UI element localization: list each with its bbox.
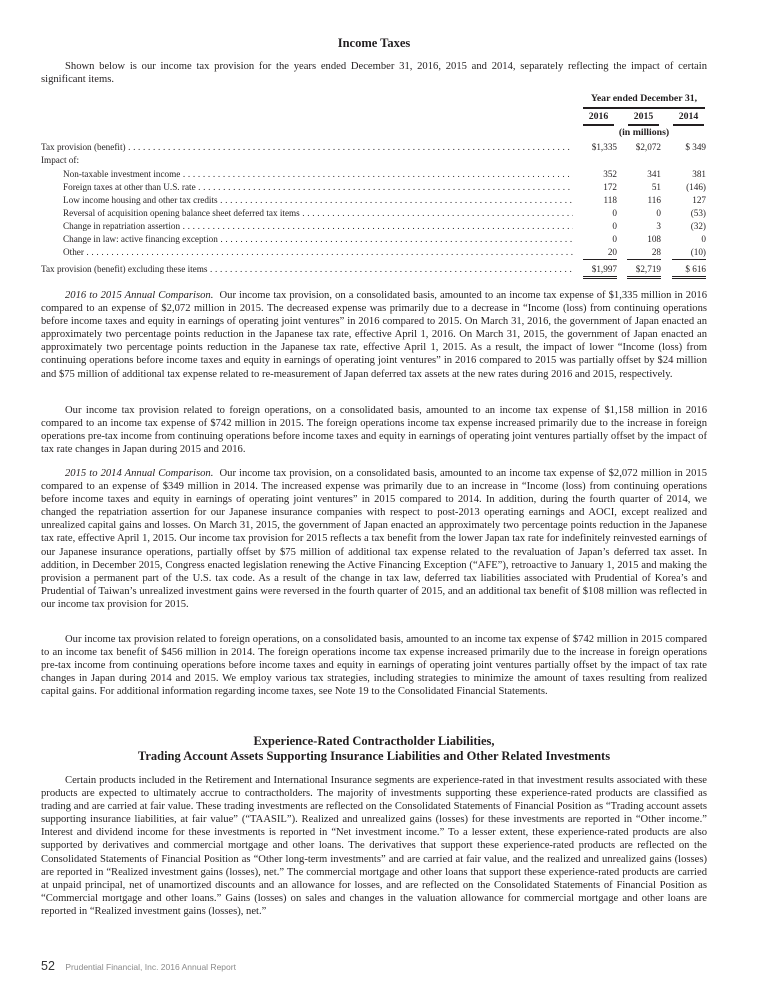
cell-2015: 0 [656, 208, 661, 218]
cell-2016: 352 [603, 169, 617, 179]
page-number: 52 [41, 959, 55, 973]
cell-2016: 20 [583, 246, 617, 260]
cell-2014: (32) [690, 221, 706, 231]
cell-2015: 108 [647, 234, 661, 244]
section-title-income-taxes: Income Taxes [337, 36, 411, 50]
cell-2015: 51 [651, 182, 661, 192]
table-header-span: Year ended December 31, [583, 93, 705, 109]
row-label: Foreign taxes at other than U.S. rate . . . [63, 181, 573, 194]
page-footer [41, 957, 236, 975]
row-label: Change in law: active financing exception . . . [63, 233, 573, 246]
cell-2014: $ 349 [685, 142, 706, 152]
row-label: Non-taxable investment income . . . [63, 168, 573, 181]
cell-2014: $ 616 [672, 263, 706, 279]
intro-paragraph: Shown below is our income tax provision for the years ended December 31, 2016, 2015 and 2014, separately reflecting the impact of certain significant items. [41, 61, 707, 86]
cell-2014: 0 [701, 234, 706, 244]
row-label: Change in repatriation assertion . . . [63, 220, 573, 233]
row-label: Tax provision (benefit) excluding these items . . . [41, 263, 573, 276]
section-title-experience-rated-line1: Experience-Rated Contractholder Liabilities, [253, 734, 495, 748]
report-name: Prudential Financial, Inc. 2016 Annual Report [65, 962, 236, 972]
cell-2014: (53) [690, 208, 706, 218]
cell-2014: (146) [686, 182, 706, 192]
table-row [41, 181, 707, 194]
row-label: Other . . . [63, 246, 573, 259]
table-row [41, 233, 707, 246]
paragraph-lead: 2015 to 2014 Annual Comparison. [65, 468, 214, 479]
cell-2016: $1,335 [591, 142, 617, 152]
cell-2016: 0 [612, 208, 617, 218]
paragraph-experience-rated: Certain products included in the Retirement and International Insurance segments are experience-rated in that investment results associated with these products are expected to ultimately accrue to contractholders. The majority of investments supporting these experience-rated products are classified as trading and are carried at fair value. These trading investments are reflected on the Consolidated Statements of Financial Position as “Trading account assets supporting insurance liabilities, at fair value” (“TAASIL”). Realized and unrealized gains (losses) for these investments are reported in “Other income.” Interest and dividend income for these investments is reported in “Net investment income.” To a lesser extent, these experience-rated products are also supported by derivatives and commercial mortgage and other loans. The derivatives that support these experience-rated products are reflected on the Consolidated Statements of Financial Position as “Other long-term investments” and are carried at fair value, and the realized and unrealized gains (losses) are reported in “Realized investment gains (losses), net.” The commercial mortgage and other loans that support these experience-rated products are carried at unpaid principal, net of unamortized discounts and an allowance for losses, and are reflected on the Consolidated Statements of Financial Position as “Commercial mortgage and other loans.” Gains (losses) on sales and changes in the valuation allowance for commercial mortgage and other loans are reported in “Realized investment gains (losses), net.” [41, 775, 707, 917]
table-row [41, 246, 707, 259]
row-label: Tax provision (benefit) . . . [41, 141, 573, 154]
table-row [41, 168, 707, 181]
cell-2014: 381 [692, 169, 706, 179]
cell-2015: 28 [627, 246, 661, 260]
cell-2016: 0 [612, 221, 617, 231]
column-header-2016: 2016 [583, 111, 614, 126]
table-row [41, 154, 707, 167]
row-label: Reversal of acquisition opening balance sheet deferred tax items . . . [63, 207, 573, 220]
cell-2016: 0 [612, 234, 617, 244]
section-title-experience-rated-line2: Trading Account Assets Supporting Insurance Liabilities and Other Related Investments [137, 749, 611, 763]
paragraph-foreign-ops-2016: Our income tax provision related to foreign operations, on a consolidated basis, amounted to an income tax expense of $1,158 million in 2016 compared to an income tax expense of $742 million in 2015. The foreign operations income tax expense increased primarily due to the increase in foreign operations pre-tax income from continuing operations before income taxes and equity in earnings of operating joint ventures partially offset by the impact of tax rate changes in Japan during 2015 and 2016. [41, 405, 707, 456]
row-label: Low income housing and other tax credits . . . [63, 194, 573, 207]
cell-2015: $2,719 [627, 263, 661, 279]
table-row [41, 141, 707, 154]
cell-2016: 118 [603, 195, 617, 205]
cell-2016: 172 [603, 182, 617, 192]
cell-2015: $2,072 [635, 142, 661, 152]
cell-2014: 127 [692, 195, 706, 205]
table-row [41, 194, 707, 207]
paragraph-body: Our income tax provision, on a consolidated basis, amounted to an income tax expense of $2,072 million in 2015 compared to an expense of $349 million in 2014. The increased expense was primarily due to an increase in “Income (loss) from continuing operations before income taxes and equity in earnings of operating joint ventures” in 2015 compared to 2014. In addition, during the fourth quarter of 2014, we changed the repatriation assertion for our Japanese insurance companies with respect to post-2013 operating earnings and AOCI, except realized and unrealized capital gains and losses. On March 31, 2015, the government of Japan enacted an approximately two percentage points reduction in the Japanese tax rate, effective April 1, 2015. Our income tax provision for 2015 reflects a tax benefit from the lower Japan tax rate for indefinitely reinvested earnings of our Japanese insurance operations, partially offset by $75 million of additional tax expense related to the revaluation of Japan’s deferred tax asset. In addition, in December 2015, Congress enacted legislation renewing the Active Financing Exception (“AFE”), retroactive to January 1, 2015 and making the provision a permanent part of the U.S. tax code. As a result of the change in tax law, deferred tax liabilities associated with Prudential of Korea’s and Prudential of Taiwan’s unrealized investment gains were reversed in the fourth quarter of 2015, and an additional tax benefit of $108 million was reflected in our income tax provision for 2015. [41, 468, 707, 610]
cell-2015: 341 [647, 169, 661, 179]
table-row [41, 220, 707, 233]
paragraph-2015-vs-2014 [41, 467, 707, 611]
cell-2016: $1,997 [583, 263, 617, 279]
paragraph-body: Our income tax provision, on a consolidated basis, amounted to an income tax expense of $1,335 million in 2016 compared to an expense of $2,072 million in 2015. The decreased expense was primarily due to a decrease in “Income (loss) from continuing operations before income taxes and equity in earnings of operating joint ventures” in 2016 compared to 2015. On March 31, 2016, the government of Japan enacted an approximately two percentage points reduction in the Japanese tax rate, effective April 1, 2016. On March 31, 2015, the government of Japan enacted an approximately two percentage points reduction in the Japanese tax rate, effective April 1, 2015. As a result, the impact of lower “Income (loss) from continuing operations before income taxes and equity in earnings of operating joint ventures” in 2016 compared to 2015 was partially offset by $24 million and $75 million of additional tax expense related to re-measurement of Japan deferred tax assets at the new rates during 2016 and 2015, respectively. [41, 290, 707, 380]
row-label: Impact of: [41, 155, 80, 165]
column-header-2014: 2014 [673, 111, 704, 126]
column-header-2015: 2015 [628, 111, 659, 126]
cell-2014: (10) [672, 246, 706, 260]
paragraph-lead: 2016 to 2015 Annual Comparison. [65, 290, 214, 301]
paragraph-foreign-ops-2015: Our income tax provision related to foreign operations, on a consolidated basis, amounted to an income tax expense of $742 million in 2015 compared to an income tax benefit of $456 million in 2014. The foreign operations income tax expense increased primarily due to the increase in foreign operations pre-tax income from continuing operations before income taxes and equity in earnings of operating joint ventures partially offset by the impact of tax rate changes in Japan during 2014 and 2015. We employ various tax strategies, including strategies to minimize the amount of taxes resulting from realized capital gains. For additional information regarding income taxes, see Note 19 to the Consolidated Financial Statements. [41, 634, 707, 698]
cell-2015: 116 [647, 195, 661, 205]
units-label: (in millions) [618, 127, 670, 138]
table-row-total [41, 263, 707, 276]
table-row [41, 207, 707, 220]
paragraph-2016-vs-2015 [41, 289, 707, 381]
cell-2015: 3 [656, 221, 661, 231]
